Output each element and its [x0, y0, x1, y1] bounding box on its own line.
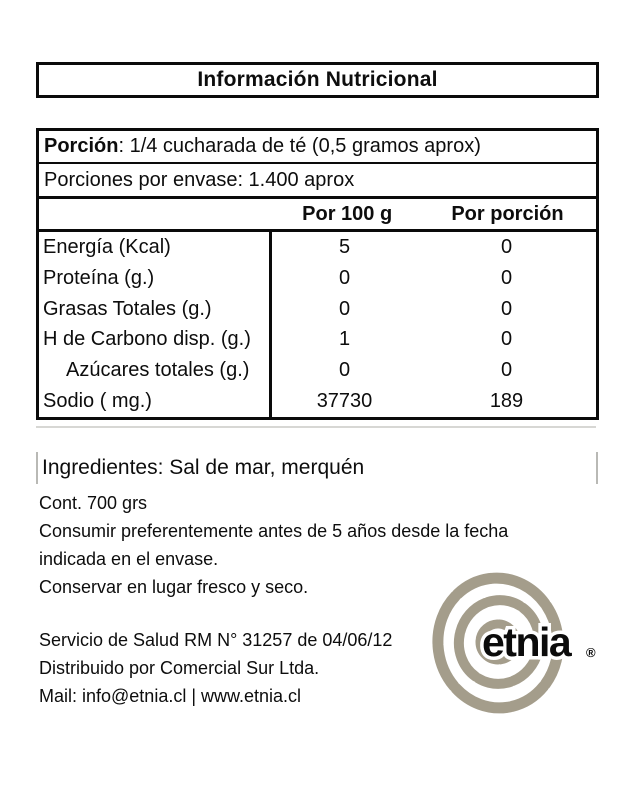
portion-row	[39, 131, 596, 164]
table-row-grasas	[39, 294, 596, 325]
right-cell-border-remnant	[596, 452, 598, 484]
portion-value: : 1/4 cucharada de té (0,5 gramos aprox)	[118, 135, 481, 157]
registered-trademark-symbol: ®	[586, 645, 596, 660]
footer-block	[39, 626, 392, 710]
nutrient-rows	[39, 232, 596, 417]
nutrient-label: Sodio ( mg.)	[43, 390, 152, 413]
health-service-line: Servicio de Salud RM N° 31257 de 04/06/12	[39, 630, 393, 650]
faint-divider-line	[36, 426, 596, 428]
nutrient-perportion-value: 0	[500, 297, 513, 320]
nutrient-per100-value: 0	[338, 266, 351, 289]
table-row-proteina	[39, 263, 596, 294]
nutrient-label: H de Carbono disp. (g.)	[43, 328, 251, 351]
nutrition-title: Información Nutricional	[197, 68, 438, 91]
nutrient-per100-value: 1	[338, 328, 351, 351]
storage-line: Conservar en lugar fresco y seco.	[39, 577, 309, 597]
nutrient-perportion-value: 189	[489, 390, 524, 413]
consume-line-2: indicada en el envase.	[39, 549, 219, 569]
nutrition-table	[36, 128, 599, 420]
content-weight-line: Cont. 700 grs	[39, 493, 148, 513]
nutrient-per100-value: 0	[338, 359, 351, 382]
servings-text: Porciones por envase: 1.400 aprox	[44, 168, 355, 191]
left-cell-border-remnant	[36, 452, 38, 484]
nutrient-perportion-value: 0	[500, 266, 513, 289]
nutrient-per100-value: 0	[338, 297, 351, 320]
servings-row	[39, 164, 596, 199]
table-row-sodio	[39, 386, 596, 417]
nutrient-label: Energía (Kcal)	[43, 235, 171, 258]
nutrient-per100-value: 37730	[316, 390, 373, 413]
nutrient-label: Azúcares totales (g.)	[66, 359, 250, 382]
table-row-energia	[39, 232, 596, 263]
consume-line-1: Consumir preferentemente antes de 5 años desde la fecha	[39, 521, 509, 541]
distributor-line: Distribuido por Comercial Sur Ltda.	[39, 658, 320, 678]
logo-wordmark: etnia	[482, 619, 571, 665]
table-row-carbono	[39, 324, 596, 355]
ingredients-line: Ingredientes: Sal de mar, merquén	[42, 456, 365, 479]
nutrient-perportion-value: 0	[500, 359, 513, 382]
nutrient-label: Proteína (g.)	[43, 266, 155, 289]
column-header-per100: Por 100 g	[302, 202, 393, 225]
portion-label: Porción	[44, 135, 119, 157]
etnia-logo	[428, 568, 613, 718]
nutrient-perportion-value: 0	[500, 328, 513, 351]
table-header-row	[39, 199, 596, 232]
column-header-perportion: Por porción	[451, 202, 564, 225]
nutrition-title-box	[36, 62, 599, 98]
contact-line: Mail: info@etnia.cl | www.etnia.cl	[39, 686, 302, 706]
table-row-azucares	[39, 355, 596, 386]
nutrient-per100-value: 5	[338, 235, 351, 258]
nutrient-perportion-value: 0	[500, 235, 513, 258]
nutrient-label: Grasas Totales (g.)	[43, 297, 212, 320]
